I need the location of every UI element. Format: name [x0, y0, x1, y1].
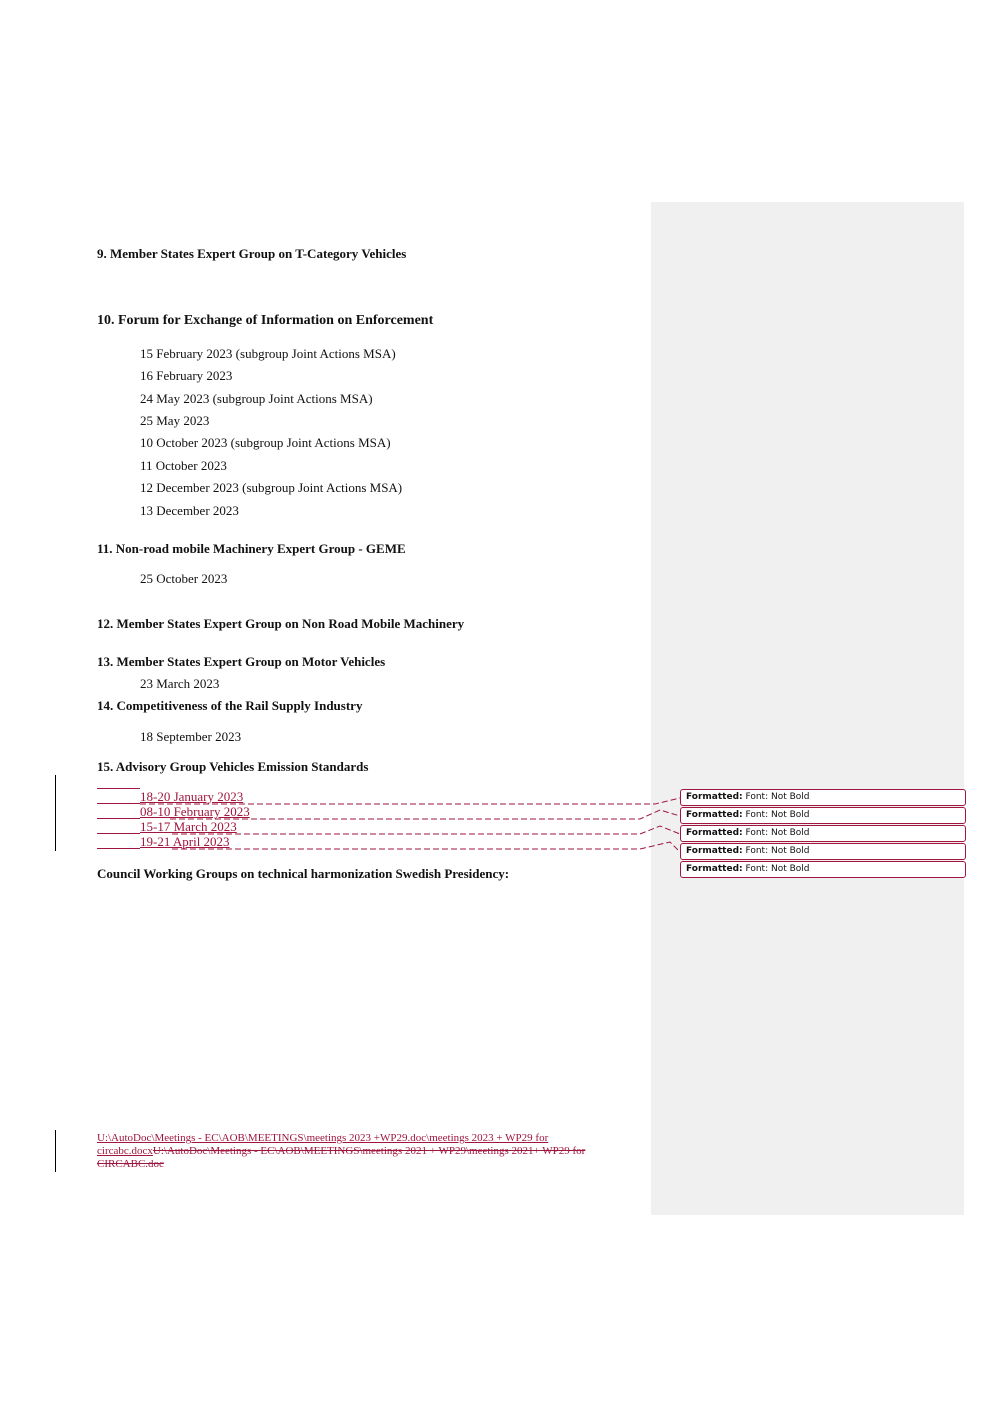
section-15-date: 18-20 January 2023	[140, 789, 244, 804]
section-10-heading: 10. Forum for Exchange of Information on Enforcement	[97, 313, 434, 328]
formatting-comment[interactable]	[680, 825, 966, 842]
connector-line	[172, 842, 680, 852]
section-10-date: 13 December 2023	[140, 503, 239, 518]
comment-text: Font: Not Bold	[745, 828, 810, 838]
section-11-date: 25 October 2023	[140, 571, 228, 586]
footer-file-path	[97, 1132, 637, 1171]
section-14-date: 18 September 2023	[140, 729, 242, 744]
section-15-date: 08-10 February 2023	[140, 804, 250, 819]
section-13-date: 23 March 2023	[140, 676, 220, 691]
change-bar	[55, 1130, 56, 1172]
comment-label: Formatted:	[686, 864, 743, 874]
connector-line	[170, 810, 680, 819]
section-10-date: 12 December 2023 (subgroup Joint Actions MSA)	[140, 480, 403, 495]
section-10-date: 11 October 2023	[140, 458, 227, 473]
section-10-date: 15 February 2023 (subgroup Joint Actions MSA)	[140, 346, 396, 361]
section-10-date: 25 May 2023	[140, 413, 210, 428]
connector-line	[172, 826, 680, 834]
comment-text: Font: Not Bold	[745, 846, 810, 856]
footer-deleted-path: U:\AutoDoc\Meetings - EC\AOB\MEETINGS\meetings 2021 + WP29\meetings 2021+ WP29 for CIRCABC.doc	[97, 1145, 586, 1170]
comment-label: Formatted:	[686, 828, 743, 838]
council-heading: Council Working Groups on technical harmonization Swedish Presidency:	[97, 866, 510, 881]
section-15-date: 15-17 March 2023	[140, 819, 237, 834]
section-15-heading: 15. Advisory Group Vehicles Emission Standards	[97, 759, 369, 774]
comment-text: Font: Not Bold	[745, 810, 810, 820]
formatting-comment[interactable]	[680, 861, 966, 878]
section-14-heading: 14. Competitiveness of the Rail Supply Industry	[97, 698, 363, 713]
formatting-comment[interactable]	[680, 807, 966, 824]
comment-label: Formatted:	[686, 846, 743, 856]
formatting-comment[interactable]	[680, 789, 966, 806]
comment-text: Font: Not Bold	[745, 864, 810, 874]
section-11-heading: 11. Non-road mobile Machinery Expert Group - GEME	[97, 541, 406, 556]
comment-label: Formatted:	[686, 792, 743, 802]
section-9-heading: 9. Member States Expert Group on T-Category Vehicles	[97, 246, 407, 261]
section-13-heading: 13. Member States Expert Group on Motor Vehicles	[97, 654, 386, 669]
comment-label: Formatted:	[686, 810, 743, 820]
footer-inserted-path: U:\AutoDoc\Meetings - EC\AOB\MEETINGS\meetings 2023 +WP29.doc\meetings 2023 + WP29 for circabc.docx	[97, 1132, 549, 1157]
section-10-date: 24 May 2023 (subgroup Joint Actions MSA)	[140, 391, 373, 406]
comment-text: Font: Not Bold	[745, 792, 810, 802]
formatting-comment[interactable]	[680, 843, 966, 860]
section-12-heading: 12. Member States Expert Group on Non Road Mobile Machinery	[97, 616, 465, 631]
connector-line	[140, 798, 680, 804]
section-15-date: 19-21 April 2023	[140, 834, 230, 849]
section-10-date: 16 February 2023	[140, 368, 233, 383]
section-10-date: 10 October 2023 (subgroup Joint Actions MSA)	[140, 435, 391, 450]
